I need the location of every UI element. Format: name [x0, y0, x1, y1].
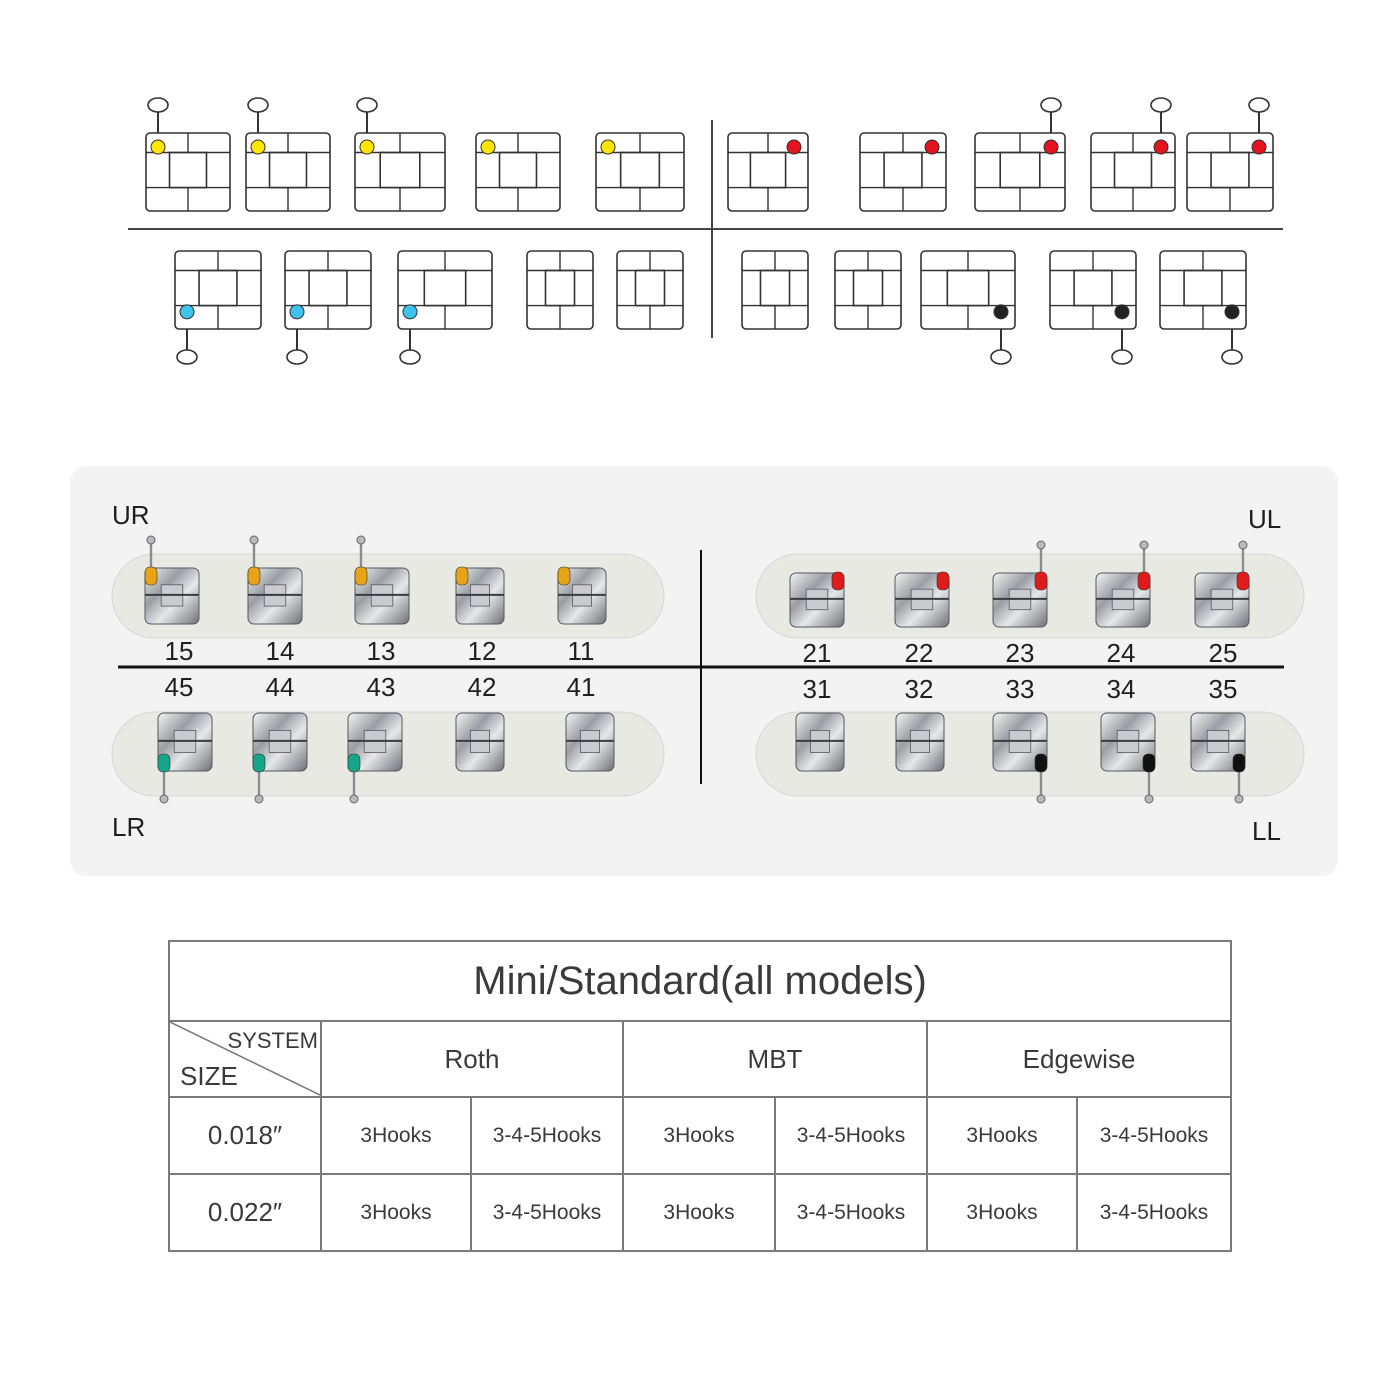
diagram-bracket-ur-5 [596, 133, 684, 211]
tray-bracket-22 [895, 572, 949, 627]
hook-cell: 3Hooks [321, 1174, 471, 1251]
bracket-tray [70, 466, 1338, 876]
quadrant-label-lr: LR [112, 812, 146, 842]
diagram-bracket-ur-2 [246, 98, 330, 211]
diagram-bracket-ul-3 [975, 98, 1065, 211]
corner-system-label: SYSTEM [227, 1028, 318, 1053]
tooth-number-34: 34 [1106, 674, 1136, 704]
tooth-number-43: 43 [366, 672, 396, 702]
bracket-line-diagram [0, 0, 1400, 400]
tray-graphic [70, 466, 1338, 876]
hook-cell: 3-4-5Hooks [471, 1097, 623, 1174]
size-cell: 0.018″ [169, 1097, 321, 1174]
diagram-bracket-ll-1 [742, 251, 808, 329]
diagram-bracket-ll-5 [1160, 251, 1246, 364]
tooth-number-42: 42 [467, 672, 497, 702]
tooth-number-45: 45 [164, 672, 194, 702]
hook-cell: 3-4-5Hooks [775, 1097, 927, 1174]
diagram-bracket-ll-4 [1050, 251, 1136, 364]
hook-cell: 3-4-5Hooks [471, 1174, 623, 1251]
tooth-number-41: 41 [566, 672, 596, 702]
diagram-bracket-ll-2 [835, 251, 901, 329]
system-header-roth: Roth [321, 1021, 623, 1097]
hook-cell: 3Hooks [927, 1097, 1077, 1174]
tray-bracket-32 [896, 713, 944, 771]
tooth-number-32: 32 [904, 674, 934, 704]
size-cell: 0.022″ [169, 1174, 321, 1251]
tray-bracket-11 [558, 567, 606, 624]
system-header-mbt: MBT [623, 1021, 927, 1097]
tray-bracket-21 [790, 572, 844, 627]
diagram-bracket-ur-3 [355, 98, 445, 211]
tooth-number-15: 15 [164, 636, 194, 666]
tooth-number-44: 44 [265, 672, 295, 702]
tooth-number-13: 13 [366, 636, 396, 666]
tooth-number-12: 12 [467, 636, 497, 666]
system-header-edgewise: Edgewise [927, 1021, 1231, 1097]
corner-size-label: SIZE [180, 1061, 238, 1091]
tooth-number-21: 21 [802, 638, 832, 668]
diagram-bracket-ul-2 [860, 133, 946, 211]
spec-table [168, 940, 1232, 1252]
tray-bracket-31 [796, 713, 844, 771]
diagram-bracket-lr-5 [617, 251, 683, 329]
tooth-number-35: 35 [1208, 674, 1238, 704]
diagram-bracket-lr-3 [398, 251, 492, 364]
hook-cell: 3Hooks [927, 1174, 1077, 1251]
diagram-bracket-ur-4 [476, 133, 560, 211]
quadrant-label-ur: UR [112, 500, 150, 530]
table-row [169, 1097, 1231, 1174]
diagram-bracket-lr-2 [285, 251, 371, 364]
diagram-bracket-ur-1 [146, 98, 230, 211]
tray-bracket-15 [145, 536, 199, 624]
tooth-number-33: 33 [1005, 674, 1035, 704]
diagram-bracket-ul-1 [728, 133, 808, 211]
tray-bracket-41 [566, 713, 614, 771]
tooth-number-23: 23 [1005, 638, 1035, 668]
tray-bracket-12 [456, 567, 504, 624]
hook-cell: 3-4-5Hooks [775, 1174, 927, 1251]
tray-bracket-42 [456, 713, 504, 771]
hook-cell: 3-4-5Hooks [1077, 1174, 1231, 1251]
hook-cell: 3-4-5Hooks [1077, 1097, 1231, 1174]
diagram-bracket-ll-3 [921, 251, 1015, 364]
diagram-bracket-ul-4 [1091, 98, 1175, 211]
diagram-bracket-ul-5 [1187, 98, 1273, 211]
tooth-number-24: 24 [1106, 638, 1136, 668]
table-title: Mini/Standard(all models) [169, 941, 1231, 1021]
hook-cell: 3Hooks [321, 1097, 471, 1174]
corner-header-cell [169, 1021, 321, 1097]
diagram-bracket-lr-4 [527, 251, 593, 329]
tooth-number-25: 25 [1208, 638, 1238, 668]
quadrant-label-ll: LL [1252, 816, 1281, 846]
tooth-number-14: 14 [265, 636, 295, 666]
tooth-number-22: 22 [904, 638, 934, 668]
hook-cell: 3Hooks [623, 1174, 775, 1251]
tray-bracket-13 [355, 536, 409, 624]
tooth-number-11: 11 [567, 636, 595, 666]
tooth-number-31: 31 [802, 674, 832, 704]
hook-cell: 3Hooks [623, 1097, 775, 1174]
diagram-bracket-lr-1 [175, 251, 261, 364]
tray-bracket-14 [248, 536, 302, 624]
quadrant-label-ul: UL [1248, 504, 1282, 534]
table-row [169, 1174, 1231, 1251]
